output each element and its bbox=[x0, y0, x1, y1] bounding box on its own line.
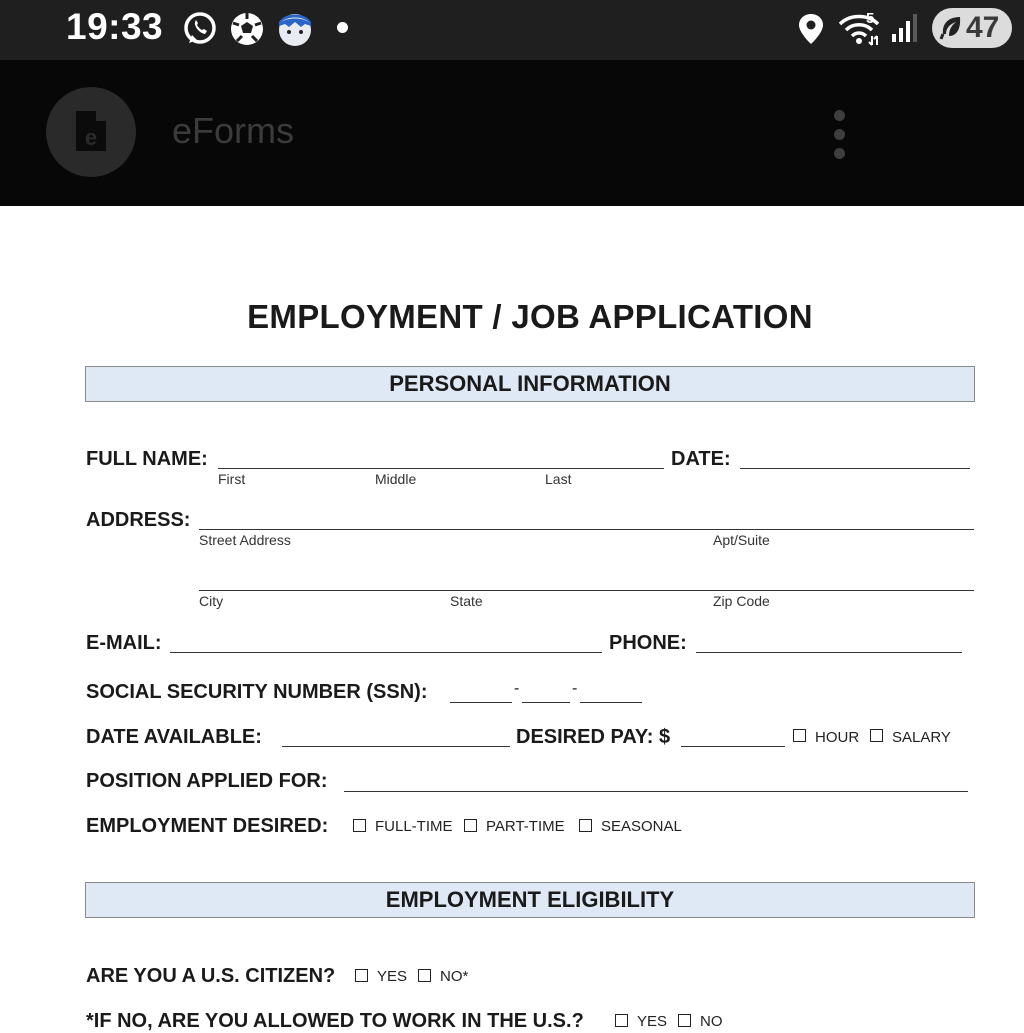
desired-pay-label: DESIRED PAY: $ bbox=[516, 726, 671, 748]
full-time-checkbox[interactable] bbox=[353, 819, 366, 832]
work-auth-no-label: NO bbox=[700, 1013, 723, 1030]
full-time-option-label: FULL-TIME bbox=[375, 818, 453, 835]
whatsapp-icon bbox=[182, 11, 218, 47]
avatar-icon bbox=[275, 8, 315, 48]
app-title: eForms bbox=[172, 110, 295, 151]
part-time-checkbox[interactable] bbox=[464, 819, 477, 832]
salary-checkbox[interactable] bbox=[870, 729, 883, 742]
seasonal-checkbox[interactable] bbox=[579, 819, 592, 832]
position-applied-field[interactable] bbox=[344, 791, 968, 792]
work-auth-yes-checkbox[interactable] bbox=[615, 1014, 628, 1027]
phone-field[interactable] bbox=[696, 652, 962, 653]
soccer-ball-icon bbox=[229, 11, 265, 47]
ssn-part-3-field[interactable] bbox=[580, 702, 642, 703]
ssn-label: SOCIAL SECURITY NUMBER (SSN): bbox=[86, 681, 428, 703]
citizen-no-label: NO* bbox=[440, 968, 469, 985]
position-applied-label: POSITION APPLIED FOR: bbox=[86, 770, 328, 792]
app-logo bbox=[46, 87, 136, 177]
first-name-caption: First bbox=[218, 471, 246, 487]
seasonal-option-label: SEASONAL bbox=[601, 818, 682, 835]
email-label: E-MAIL: bbox=[86, 632, 162, 654]
date-available-field[interactable] bbox=[282, 746, 510, 747]
logo-letter: e bbox=[84, 125, 98, 150]
document-title: EMPLOYMENT / JOB APPLICATION bbox=[247, 298, 813, 335]
document-page bbox=[0, 206, 1024, 1032]
ssn-part-2-field[interactable] bbox=[522, 702, 570, 703]
status-bar bbox=[0, 0, 1024, 60]
personal-information-header: PERSONAL INFORMATION bbox=[85, 366, 975, 402]
street-address-field[interactable] bbox=[199, 529, 974, 530]
employment-desired-label: EMPLOYMENT DESIRED: bbox=[86, 815, 329, 837]
work-authorization-label: *IF NO, ARE YOU ALLOWED TO WORK IN THE U.S.? bbox=[86, 1010, 584, 1032]
signal-icon bbox=[890, 12, 920, 44]
document-icon bbox=[74, 109, 108, 153]
work-auth-no-checkbox[interactable] bbox=[678, 1014, 691, 1027]
part-time-option-label: PART-TIME bbox=[486, 818, 565, 835]
battery-saver-icon bbox=[938, 14, 964, 42]
employment-eligibility-header: EMPLOYMENT ELIGIBILITY bbox=[85, 882, 975, 918]
battery-level: 47 bbox=[966, 11, 1000, 44]
citizen-yes-checkbox[interactable] bbox=[355, 969, 368, 982]
hour-checkbox[interactable] bbox=[793, 729, 806, 742]
email-field[interactable] bbox=[170, 652, 602, 653]
work-auth-yes-label: YES bbox=[637, 1013, 668, 1030]
hour-option-label: HOUR bbox=[815, 729, 860, 746]
street-address-caption: Street Address bbox=[199, 532, 291, 548]
phone-label: PHONE: bbox=[609, 632, 687, 654]
ssn-separator: - bbox=[514, 680, 520, 697]
full-name-label: FULL NAME: bbox=[86, 448, 208, 470]
state-caption: State bbox=[450, 593, 483, 609]
date-available-label: DATE AVAILABLE: bbox=[86, 726, 262, 748]
middle-name-caption: Middle bbox=[375, 471, 417, 487]
date-field[interactable] bbox=[740, 468, 970, 469]
location-icon bbox=[797, 12, 825, 46]
wifi-badge: 5 bbox=[866, 10, 875, 27]
full-name-field[interactable] bbox=[218, 468, 664, 469]
app-bar bbox=[0, 60, 1024, 206]
apt-suite-caption: Apt/Suite bbox=[713, 532, 770, 548]
zip-code-caption: Zip Code bbox=[713, 593, 770, 609]
citizen-yes-label: YES bbox=[377, 968, 408, 985]
ssn-separator: - bbox=[572, 680, 578, 697]
wifi-icon bbox=[838, 12, 884, 46]
date-label: DATE: bbox=[671, 448, 731, 470]
notification-dot bbox=[337, 22, 348, 33]
status-clock: 19:33 bbox=[66, 6, 164, 47]
address-label: ADDRESS: bbox=[86, 509, 191, 531]
salary-option-label: SALARY bbox=[892, 729, 951, 746]
battery-indicator bbox=[932, 8, 1012, 48]
citizen-question-label: ARE YOU A U.S. CITIZEN? bbox=[86, 965, 336, 987]
city-caption: City bbox=[199, 593, 224, 609]
ssn-part-1-field[interactable] bbox=[450, 702, 512, 703]
more-vert-icon[interactable] bbox=[822, 104, 858, 164]
desired-pay-field[interactable] bbox=[681, 746, 785, 747]
last-name-caption: Last bbox=[545, 471, 572, 487]
city-state-zip-field[interactable] bbox=[199, 590, 974, 591]
citizen-no-checkbox[interactable] bbox=[418, 969, 431, 982]
